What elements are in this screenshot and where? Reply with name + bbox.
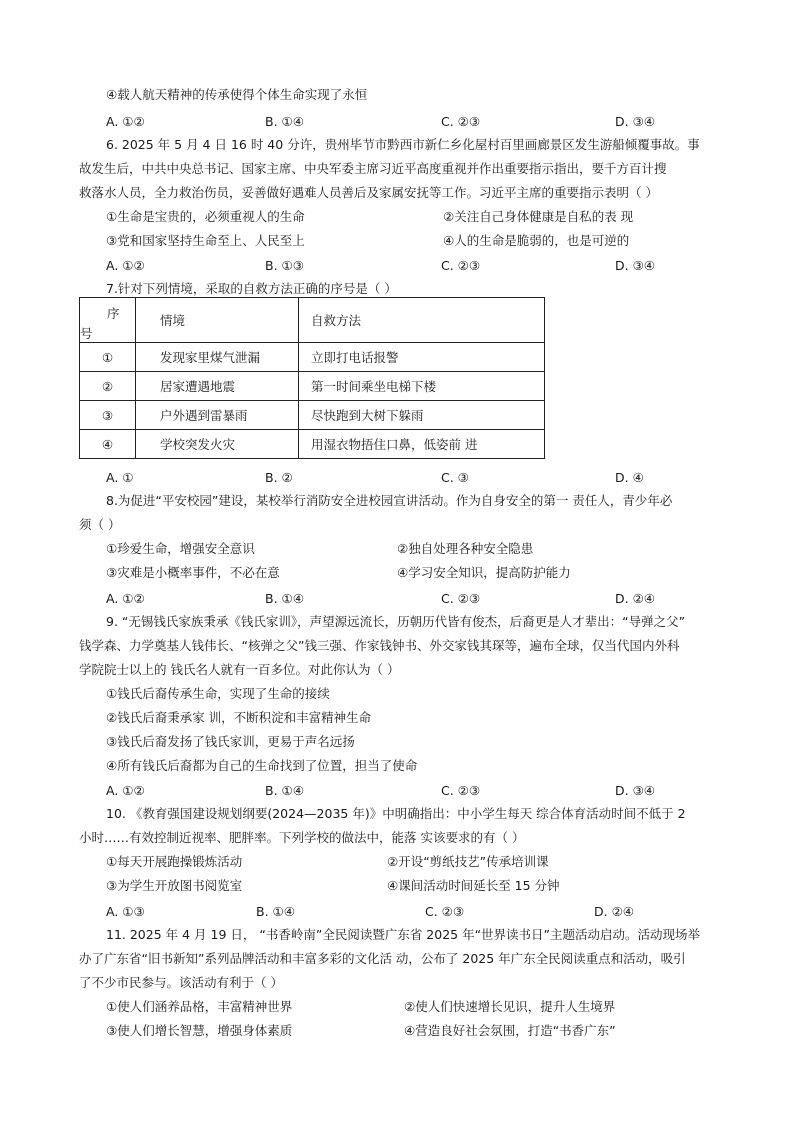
q10-stem-line-1: 10. 《教育强国建设规划纲要(2024—2035 年)》中明确指出：中小学生每天 综合体育活动时间不低于 2 bbox=[106, 806, 686, 821]
q7-option-c: C. ③ bbox=[441, 470, 469, 485]
q7-header-num-b: 号 bbox=[80, 326, 93, 341]
q8-stem-line-2: 须（ ） bbox=[79, 517, 121, 532]
q11-stem-line-1: 11. 2025 年 4 月 19 日， “书香岭南”全民阅读暨广东省 2025 年“世界读书日”主题活动启动。活动现场举 bbox=[106, 927, 701, 942]
q6-stem-line-1: 6. 2025 年 5 月 4 日 16 时 40 分许，贵州毕节市黔西市新仁乡化屋村百里画廊景区发生游船倾覆事故。事 bbox=[106, 137, 700, 152]
q7-stem: 7.针对下列情境，采取的自救方法正确的序号是（ ） bbox=[106, 281, 397, 296]
q7-option-b: B. ② bbox=[265, 470, 293, 485]
q7-header-num-a: 序 bbox=[107, 306, 120, 321]
q5-option-a: A. ①② bbox=[106, 114, 145, 129]
q5-option-b: B. ①④ bbox=[265, 114, 304, 129]
table-row bbox=[80, 343, 545, 372]
q6-item-1: ①生命是宝贵的，必须重视人的生命 bbox=[106, 209, 305, 224]
q10-item-4: ④课间活动时间延长至 15 分钟 bbox=[387, 878, 560, 893]
q10-item-3: ③为学生开放图书阅览室 bbox=[106, 878, 243, 893]
q10-option-d: D. ②④ bbox=[594, 904, 634, 919]
q7-row-num: ② bbox=[80, 372, 136, 401]
q9-option-b: B. ①④ bbox=[265, 783, 304, 798]
q8-stem-line-1: 8.为促进“平安校园”建设，某校举行消防安全进校园宣讲活动。作为自身安全的第一 责任人，青少年必 bbox=[106, 493, 673, 508]
q6-option-a: A. ①② bbox=[106, 258, 145, 273]
q10-stem-line-2: 小时……有效控制近视率、肥胖率。下列学校的做法中，能落 实该要求的有（ ） bbox=[79, 830, 525, 845]
q8-option-d: D. ②④ bbox=[615, 591, 655, 606]
q6-option-c: C. ②③ bbox=[441, 258, 481, 273]
q7-header-num bbox=[80, 298, 136, 343]
q7-row-num: ④ bbox=[80, 430, 136, 459]
q9-option-d: D. ③④ bbox=[615, 783, 655, 798]
q6-stem-line-3: 救落水人员，全力救治伤员，妥善做好遇难人员善后及家属安抚等工作。习近平主席的重要指示表明（ ） bbox=[79, 185, 658, 200]
q9-option-c: C. ②③ bbox=[441, 783, 481, 798]
q7-table bbox=[79, 297, 545, 459]
q7-row-method: 立即打电话报警 bbox=[299, 343, 545, 372]
q8-item-1: ①珍爱生命，增强安全意识 bbox=[106, 541, 255, 556]
q7-row-situation: 发现家里煤气泄漏 bbox=[136, 343, 299, 372]
q8-item-2: ②独自处理各种安全隐患 bbox=[397, 541, 534, 556]
q5-option-d: D. ③④ bbox=[615, 114, 655, 129]
q11-item-2: ②使人们快速增长见识，提升人生境界 bbox=[404, 999, 616, 1014]
q7-row-situation: 学校突发火灾 bbox=[136, 430, 299, 459]
q11-item-1: ①使人们涵养品格，丰富精神世界 bbox=[106, 999, 293, 1014]
q7-row-method: 用湿衣物捂住口鼻，低姿前 进 bbox=[299, 430, 545, 459]
q6-item-3: ③党和国家坚持生命至上、人民至上 bbox=[106, 233, 305, 248]
q8-option-b: B. ①④ bbox=[265, 591, 304, 606]
q7-row-situation: 居家遭遇地震 bbox=[136, 372, 299, 401]
table-row bbox=[80, 401, 545, 430]
q9-item-4: ④所有钱氏后裔都为自己的生命找到了位置，担当了使命 bbox=[106, 758, 418, 773]
q7-row-method: 尽快跑到大树下躲雨 bbox=[299, 401, 545, 430]
q6-item-2: ②关注自己身体健康是自私的表 现 bbox=[443, 209, 634, 224]
q8-option-c: C. ②③ bbox=[441, 591, 481, 606]
q10-item-2: ②开设“剪纸技艺”传承培训课 bbox=[387, 854, 549, 869]
q11-stem-line-2: 办了广东省“旧书新知”系列品牌活动和丰富多彩的文化活 动，公布了 2025 年广东全民阅读重点和活动，吸引 bbox=[79, 951, 686, 966]
table-row bbox=[80, 372, 545, 401]
q9-stem-line-1: 9. “无锡钱氏家族秉承《钱氏家训》，声望源远流长，历朝历代皆有俊杰，后裔更是人才辈出：“导弹之父” bbox=[106, 614, 686, 629]
q6-option-b: B. ①③ bbox=[265, 258, 304, 273]
q9-option-a: A. ①② bbox=[106, 783, 145, 798]
q9-item-1: ①钱氏后裔传承生命，实现了生命的接续 bbox=[106, 686, 330, 701]
q7-header-situation: 情境 bbox=[136, 298, 299, 343]
q8-option-a: A. ①② bbox=[106, 591, 145, 606]
q10-option-c: C. ②③ bbox=[425, 904, 465, 919]
q10-item-1: ①每天开展跑操锻炼活动 bbox=[106, 854, 243, 869]
q11-item-3: ③使人们增长智慧，增强身体素质 bbox=[106, 1023, 293, 1038]
q10-option-b: B. ①④ bbox=[256, 904, 295, 919]
q8-item-3: ③灾难是小概率事件，不必在意 bbox=[106, 565, 280, 580]
q7-table-header bbox=[80, 298, 545, 343]
q7-row-situation: 户外遇到雷暴雨 bbox=[136, 401, 299, 430]
q10-option-a: A. ①③ bbox=[106, 904, 145, 919]
q11-item-4: ④营造良好社会氛围，打造“书香广东” bbox=[404, 1023, 616, 1038]
q9-stem-line-2: 钱学森、力学奠基人钱伟长、“核弹之父”钱三强、作家钱钟书、外交家钱其琛等，遍布全球，仅当代国内外科 bbox=[79, 638, 680, 653]
q6-stem-line-2: 故发生后，中共中央总书记、国家主席、中央军委主席习近平高度重视并作出重要指示指出，要千方百计搜 bbox=[79, 161, 667, 176]
table-row bbox=[80, 430, 545, 459]
q7-row-num: ③ bbox=[80, 401, 136, 430]
q7-option-a: A. ① bbox=[106, 470, 134, 485]
q7-header-method: 自救方法 bbox=[299, 298, 545, 343]
q9-item-2: ②钱氏后裔秉承家 训，不断积淀和丰富精神生命 bbox=[106, 710, 372, 725]
q7-row-method: 第一时间乘坐电梯下楼 bbox=[299, 372, 545, 401]
q5-item-4: ④载人航天精神的传承使得个体生命实现了永恒 bbox=[106, 87, 368, 102]
q9-item-3: ③钱氏后裔发扬了钱氏家训，更易于声名远扬 bbox=[106, 734, 355, 749]
q11-stem-line-3: 了不少市民参与。该活动有利于（ ） bbox=[79, 975, 283, 990]
q6-item-4: ④人的生命是脆弱的，也是可逆的 bbox=[443, 233, 630, 248]
q6-option-d: D. ③④ bbox=[615, 258, 655, 273]
q8-item-4: ④学习安全知识，提高防护能力 bbox=[397, 565, 571, 580]
q7-row-num: ① bbox=[80, 343, 136, 372]
q9-stem-line-3: 学院院士以上的 钱氏名人就有一百多位。对此你认为（ ） bbox=[79, 662, 400, 677]
q7-option-d: D. ④ bbox=[615, 470, 644, 485]
q5-option-c: C. ②③ bbox=[441, 114, 481, 129]
